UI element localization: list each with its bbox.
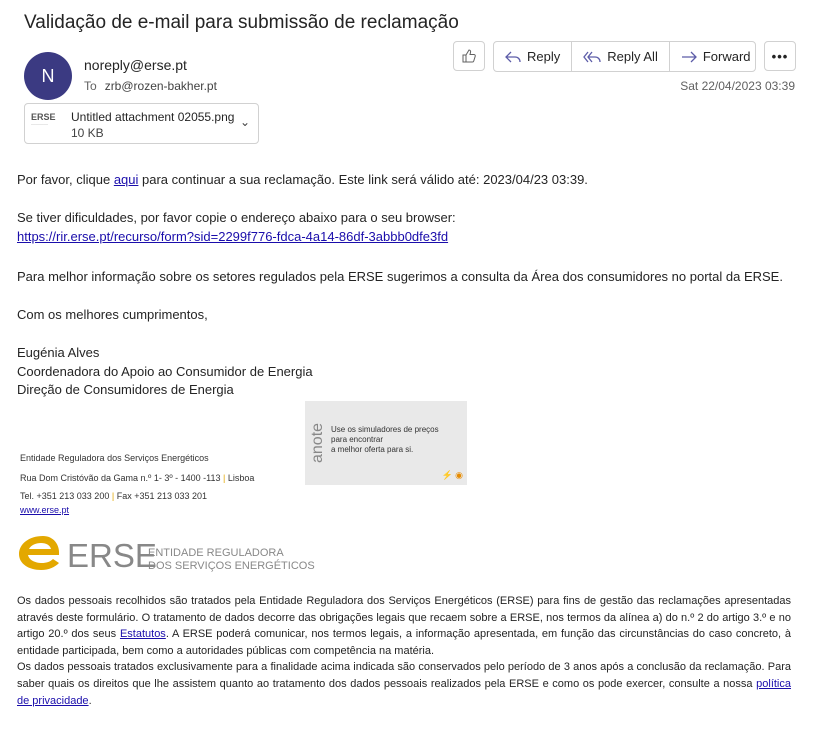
attachment-thumb-text: ERSE: [31, 112, 56, 122]
privacy-text-3: Os dados pessoais tratados exclusivamente para a finalidade acima indicada são conservados pelo período de 3 anos após a conclusão da reclamação. Para saber quais os direitos que lhe assistem quanto ao tratamento dos dados pessoais realizados pela ERSE e como os pode exercer, consulte a nossa: [17, 661, 791, 690]
privacy-paragraph-2: [17, 659, 791, 709]
separator: |: [223, 473, 226, 483]
closing-text: Com os melhores cumprimentos,: [17, 307, 208, 322]
thumbs-up-icon: [461, 48, 477, 64]
statutes-link[interactable]: Estatutos: [119, 628, 166, 641]
banner-line-1: Use os simuladores de preços: [331, 425, 439, 434]
recipient-address[interactable]: zrb@rozen-bakher.pt: [104, 79, 217, 93]
banner-message: [331, 425, 439, 455]
body-paragraph-3: Para melhor informação sobre os setores regulados pela ERSE sugerimos a consulta da Área dos consumidores no portal da ERSE.: [17, 269, 783, 284]
like-button[interactable]: [453, 41, 485, 71]
signature-role-1: Coordenadora do Apoio ao Consumidor de Energia: [17, 364, 313, 379]
signature-name: Eugénia Alves: [17, 345, 100, 360]
attachment-name: Untitled attachment 02055.png: [71, 110, 235, 124]
avatar-initial: N: [41, 65, 55, 86]
recourse-url-link[interactable]: https://rir.erse.pt/recurso/form?sid=2299f776-fdca-4a14-86df-3abbb0dfe3fd: [17, 229, 449, 244]
logo-line-2: DOS SERVIÇOS ENERGÉTICOS: [148, 560, 315, 572]
price-simulator-banner[interactable]: [305, 401, 467, 485]
chevron-down-icon[interactable]: ⌄: [239, 115, 250, 129]
privacy-policy-link[interactable]: política de privacidade: [17, 677, 791, 707]
logo-word: ERSE: [67, 537, 157, 574]
entity-name: Entidade Reguladora dos Serviços Energéticos: [20, 453, 209, 463]
p1-post: para continuar a sua reclamação. Este link será válido até: 2023/04/23 03:39.: [138, 172, 588, 187]
separator: |: [111, 491, 115, 501]
privacy-text-4: .: [88, 694, 92, 707]
entity-website: [20, 505, 69, 515]
more-actions-button[interactable]: [764, 41, 796, 71]
forward-label: Forward: [702, 49, 751, 64]
address-city: Lisboa: [227, 473, 255, 483]
erse-e-icon: [19, 536, 59, 570]
privacy-text-2: . A ERSE poderá comunicar, nos termos legais, a informação apresentada, em função das circunstâncias do caso concreto, à entidade participada, bem como a autoridades públicas com competência na matéria.: [17, 628, 791, 657]
erse-logo[interactable]: [17, 532, 317, 574]
reply-all-button[interactable]: [572, 42, 670, 71]
continue-link[interactable]: aqui: [113, 172, 139, 187]
privacy-text-1: Os dados pessoais recolhidos são tratados pela Entidade Reguladora dos Serviços Energéticos (ERSE) para fins de gestão das reclamações apresentadas através deste formulário. O tratamento de dados decorre das obrigações legais que recaem sobre a ERSE, nos termos da alínea a) do n.º 2 do artigo 3.º e no artigo 20.º dos seus: [17, 595, 791, 641]
email-date: Sat 22/04/2023 03:39: [680, 79, 795, 93]
attachment-card[interactable]: [24, 103, 259, 144]
logo-line-1: ENTIDADE REGULADORA: [148, 547, 284, 559]
entity-fax: Fax +351 213 033 201: [116, 491, 208, 501]
banner-brand: anote: [309, 422, 326, 464]
website-link[interactable]: www.erse.pt: [20, 505, 70, 515]
entity-contacts: [20, 491, 207, 501]
banner-line-2: para encontrar: [331, 435, 384, 444]
sender-avatar[interactable]: [24, 52, 72, 100]
attachment-thumbnail: [31, 112, 63, 136]
energy-icons: ⚡ ◉: [441, 470, 463, 480]
more-icon: •••: [771, 48, 789, 64]
reply-label: Reply: [527, 49, 561, 64]
attachment-thumb-lines: ────────: [31, 122, 49, 126]
attachment-size: 10 KB: [71, 126, 104, 140]
forward-button[interactable]: [670, 42, 756, 71]
entity-address: [20, 473, 254, 483]
reply-all-label: Reply All: [607, 49, 658, 64]
sender-address[interactable]: noreply@erse.pt: [84, 57, 187, 73]
entity-tel: Tel. +351 213 033 200: [20, 491, 110, 501]
reply-all-icon: [583, 50, 601, 64]
signature-role-2: Direção de Consumidores de Energia: [17, 382, 234, 397]
forward-icon: [681, 50, 697, 64]
email-subject: Validação de e-mail para submissão de reclamação: [24, 12, 459, 33]
body-paragraph-1: [17, 172, 588, 187]
banner-line-3: a melhor oferta para si.: [331, 445, 414, 454]
body-url-line: [17, 229, 448, 244]
privacy-paragraph-1: [17, 593, 791, 659]
to-label: To: [84, 79, 97, 93]
reply-button[interactable]: [494, 42, 572, 71]
reply-actions: [493, 41, 756, 72]
recipient-line: [84, 79, 217, 93]
reply-icon: [505, 50, 521, 64]
privacy-notice: [17, 593, 791, 709]
address-street: Rua Dom Cristóvão da Gama n.º 1- 3º - 1400 -113: [20, 473, 221, 483]
p1-pre: Por favor, clique: [17, 172, 114, 187]
body-paragraph-2: Se tiver dificuldades, por favor copie o endereço abaixo para o seu browser:: [17, 210, 456, 225]
